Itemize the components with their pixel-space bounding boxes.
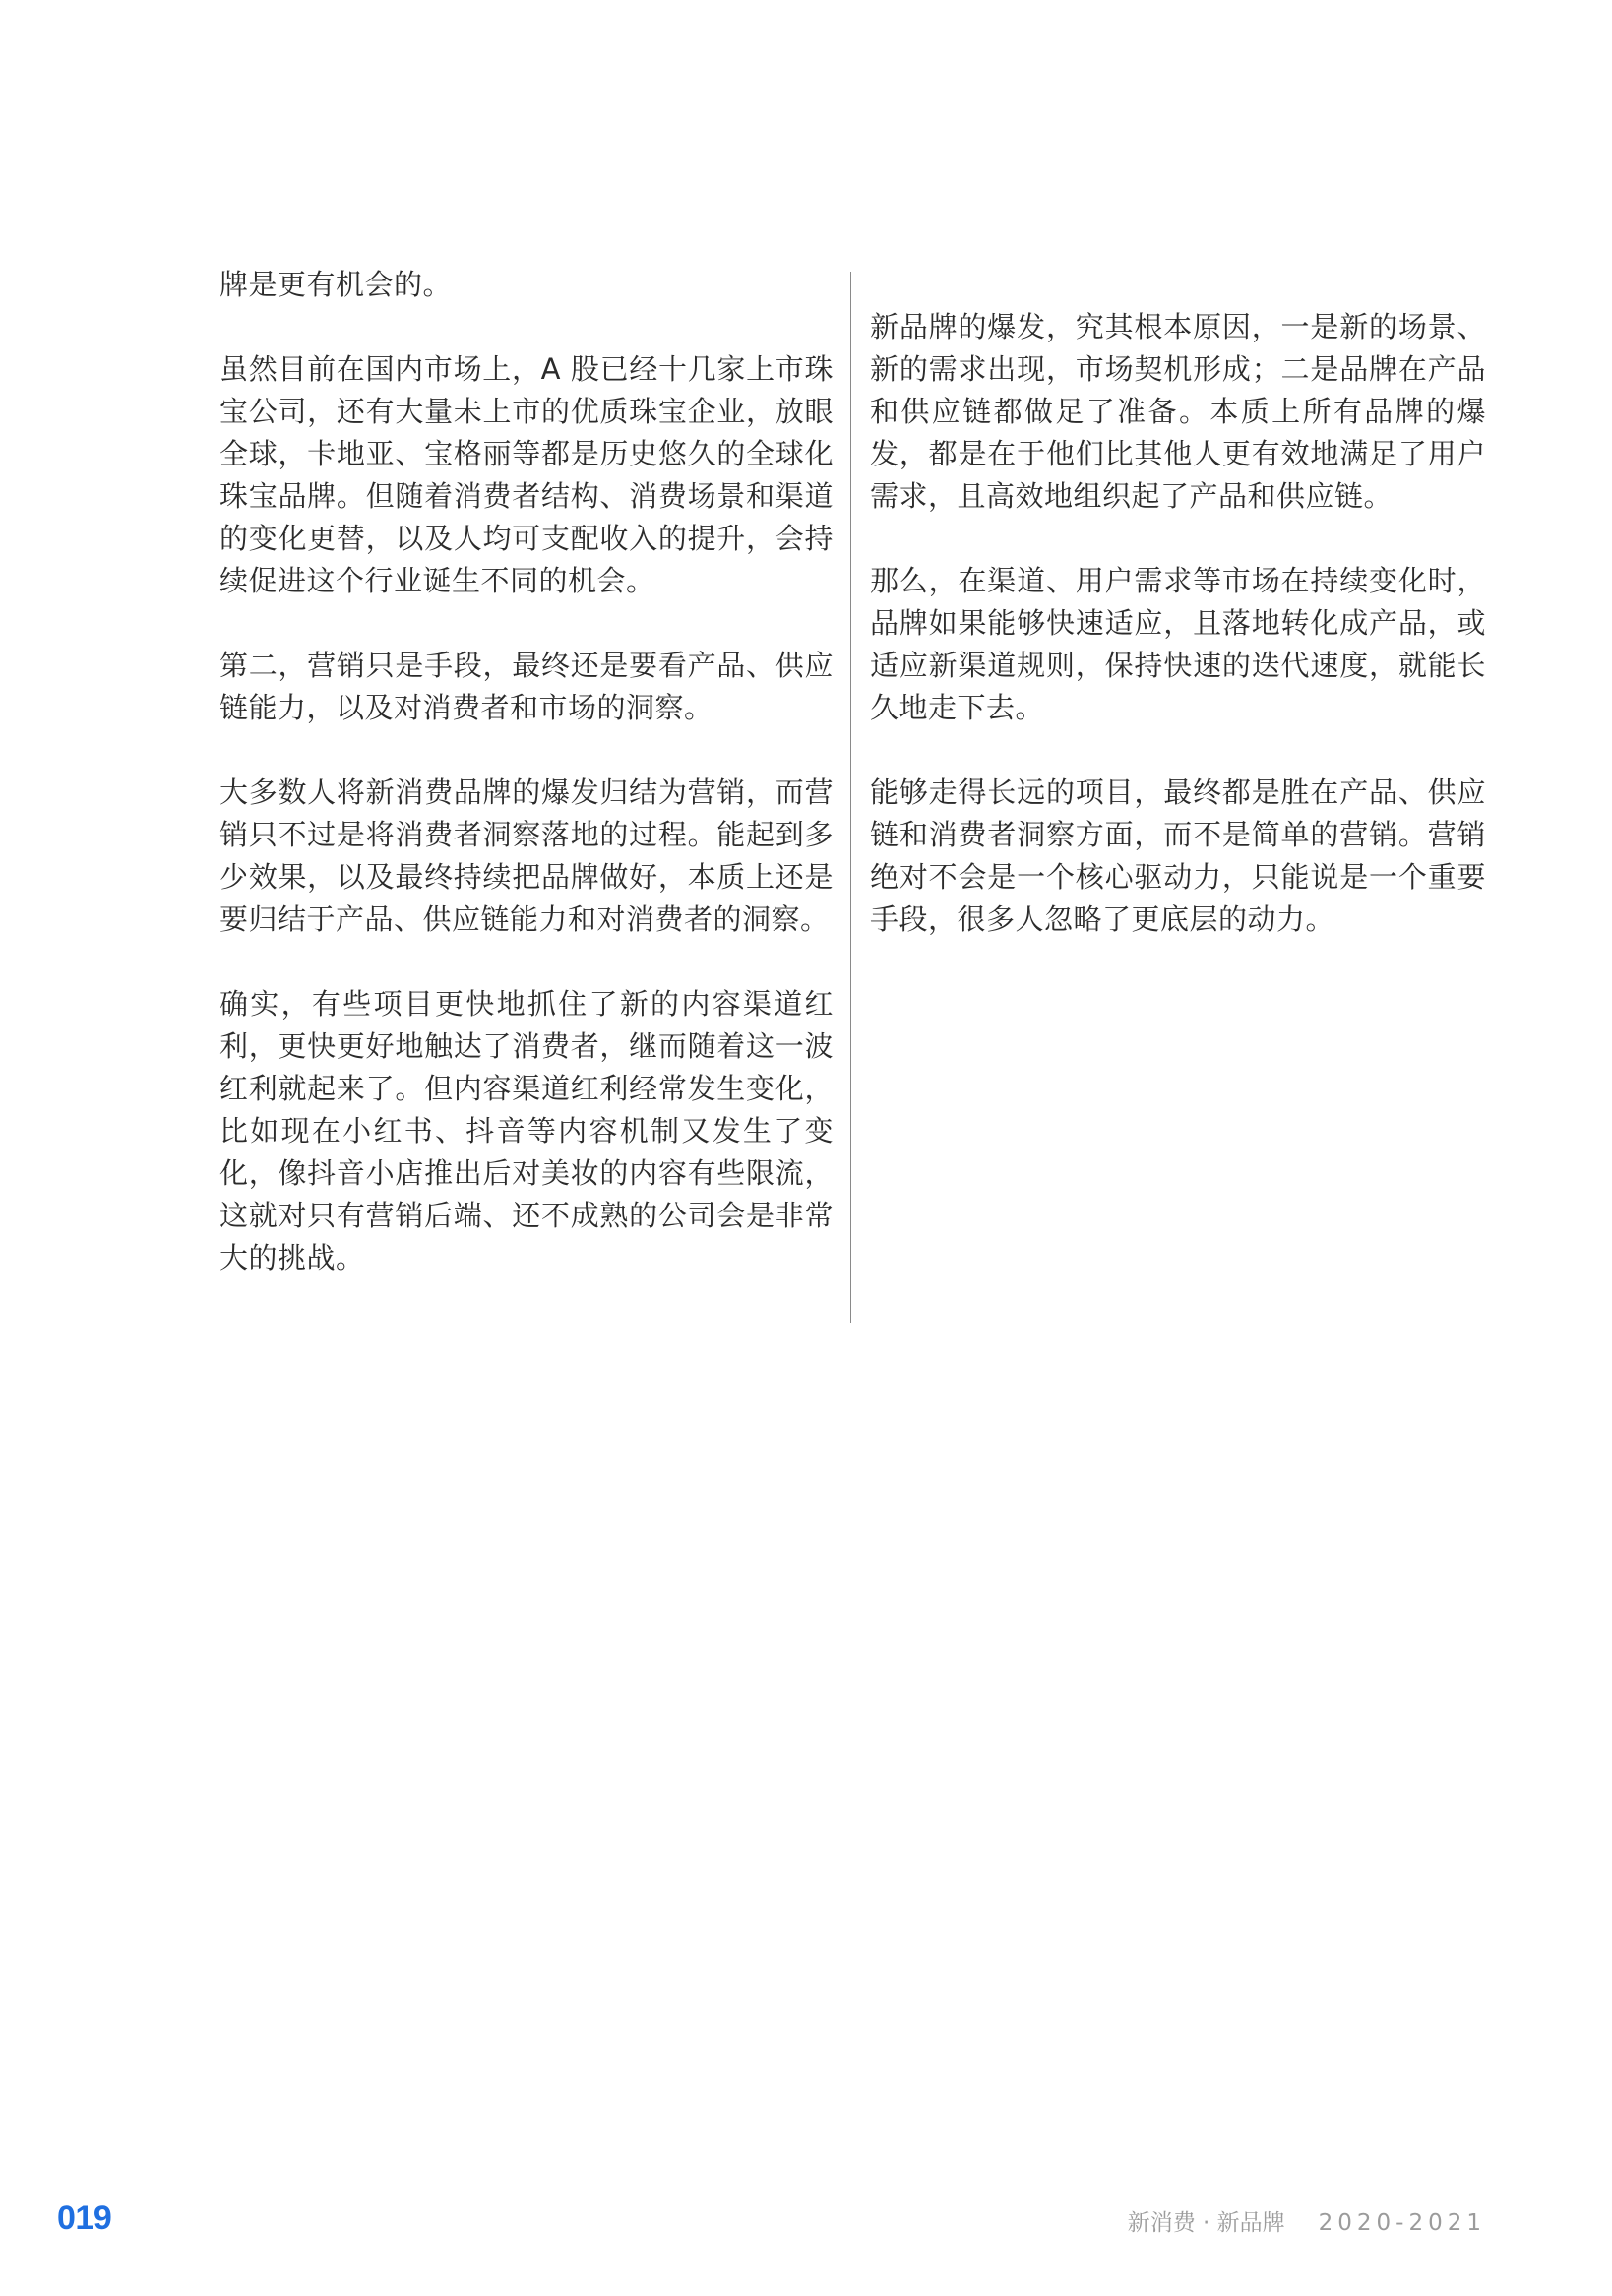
left-text-column (219, 264, 834, 1322)
paragraph: 那么，在渠道、用户需求等市场在持续变化时，品牌如果能够快速适应，且落地转化成产品，或适应新渠道规则，保持快速的迭代速度，就能长久地走下去。 (870, 564, 1486, 724)
paragraph: 新品牌的爆发，究其根本原因，一是新的场景、新的需求出现，市场契机形成；二是品牌在产品和供应链都做足了准备。本质上所有品牌的爆发，都是在于他们比其他人更有效地满足了用户需求，且高效地组织起了产品和供应链。 (870, 310, 1486, 513)
footer (1128, 2204, 1486, 2237)
footer-title: 新消费 · 新品牌 (1127, 2210, 1285, 2236)
paragraph: 确实，有些项目更快地抓住了新的内容渠道红利，更快更好地触达了消费者，继而随着这一波红利就起来了。但内容渠道红利经常发生变化，比如现在小红书、抖音等内容机制又发生了变化，像抖音小店推出后对美妆的内容有些限流，这就对只有营销后端、还不成熟的公司会是非常大的挑战。 (219, 987, 834, 1274)
footer-year: 2020-2021 (1318, 2210, 1486, 2236)
paragraph: 牌是更有机会的。 (219, 268, 453, 301)
right-text-column (870, 306, 1486, 983)
paragraph: 第二，营销只是手段，最终还是要看产品、供应链能力，以及对消费者和市场的洞察。 (219, 649, 834, 724)
paragraph: 虽然目前在国内市场上，A 股已经十几家上市珠宝公司，还有大量未上市的优质珠宝企业，放眼全球，卡地亚、宝格丽等都是历史悠久的全球化珠宝品牌。但随着消费者结构、消费场景和渠道的变化更替，以及人均可支配收入的提升，会持续促进这个行业诞生不同的机会。 (219, 352, 834, 597)
page-number: 019 (57, 2200, 112, 2237)
paragraph: 大多数人将新消费品牌的爆发归结为营销，而营销只不过是将消费者洞察落地的过程。能起到多少效果，以及最终持续把品牌做好，本质上还是要归结于产品、供应链能力和对消费者的洞察。 (219, 776, 834, 936)
paragraph: 能够走得长远的项目，最终都是胜在产品、供应链和消费者洞察方面，而不是简单的营销。营销绝对不会是一个核心驱动力，只能说是一个重要手段，很多人忽略了更底层的动力。 (870, 776, 1486, 936)
column-divider (850, 272, 851, 1323)
